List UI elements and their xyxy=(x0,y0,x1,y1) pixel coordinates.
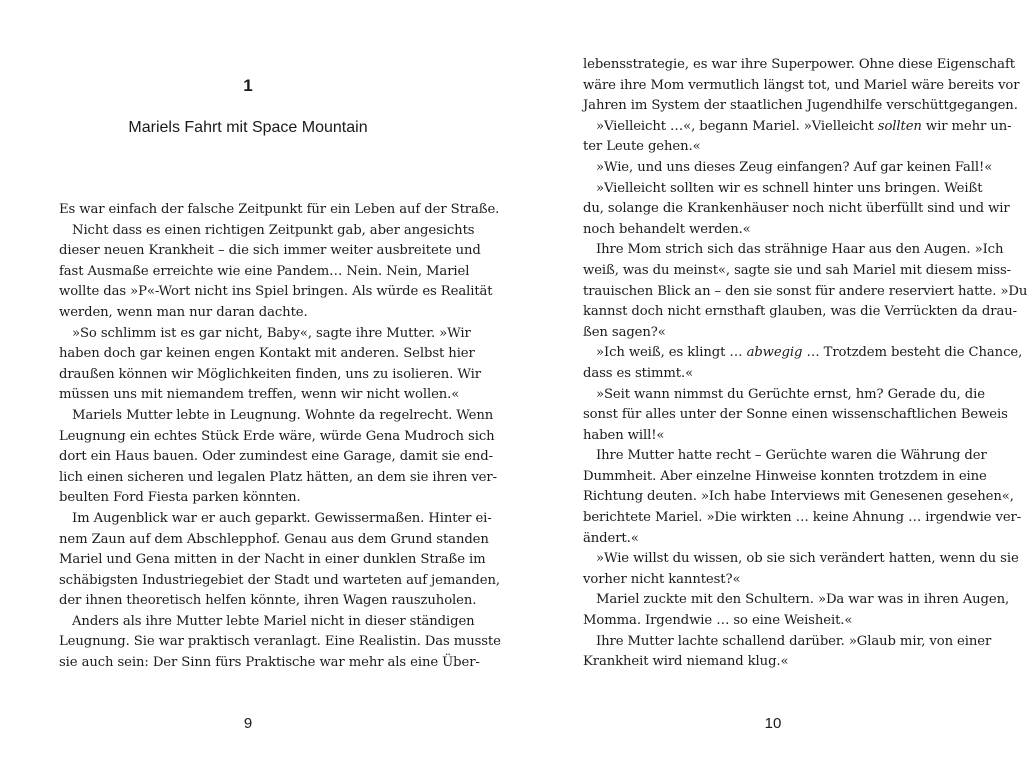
left-page-text xyxy=(59,200,501,674)
text-line: Leugnung. Sie war praktisch veranlagt. Eine Realistin. Das musste xyxy=(59,634,501,650)
text-line: Jahren im System der staatlichen Jugendhilfe verschüttgegangen. xyxy=(583,98,1018,114)
text-line: »Wie, und uns dieses Zeug einfangen? Auf gar keinen Fall!« xyxy=(596,159,993,175)
text-line: ter Leute gehen.« xyxy=(583,139,701,155)
text-line: dieser neuen Krankheit – die sich immer weiter ausbreitete und xyxy=(59,243,481,259)
text-line: »Vielleicht …«, begann Mariel. »Vielleicht sollten wir mehr un- xyxy=(596,118,1012,134)
text-line: fast Ausmaße erreichte wie eine Pandem… Nein. Nein, Mariel xyxy=(59,263,470,279)
right-page xyxy=(510,0,1027,783)
text-line: noch behandelt werden.« xyxy=(583,221,751,237)
text-line: »So schlimm ist es gar nicht, Baby«, sagte ihre Mutter. »Wir xyxy=(72,325,471,341)
text-line: werden, wenn man nur daran dachte. xyxy=(59,304,308,320)
text-line: dort ein Haus bauen. Oder zumindest eine Garage, damit sie end- xyxy=(59,449,493,465)
text-line: kannst doch nicht ernsthaft glauben, was die Verrückten da drau- xyxy=(583,304,1017,320)
text-line: trauischen Blick an – den sie sonst für andere reserviert hatte. »Du xyxy=(583,283,1027,299)
text-line: lebensstrategie, es war ihre Superpower. Ohne diese Eigenschaft xyxy=(583,57,1015,72)
text-line: Nicht dass es einen richtigen Zeitpunkt gab, aber angesichts xyxy=(72,222,475,238)
text-line: schäbigsten Industriegebiet der Stadt und warteten auf jemanden, xyxy=(59,572,500,588)
text-line: Momma. Irgendwie … so eine Weisheit.« xyxy=(583,613,853,629)
text-line: »Vielleicht sollten wir es schnell hinter uns bringen. Weißt xyxy=(596,180,983,196)
chapter-title: Mariels Fahrt mit Space Mountain xyxy=(128,119,368,136)
text-line: wollte das »P«-Wort nicht ins Spiel bringen. Als würde es Realität xyxy=(59,284,493,300)
text-line: »Wie willst du wissen, ob sie sich verändert hatten, wenn du sie xyxy=(596,551,1019,567)
text-line: Krankheit wird niemand klug.« xyxy=(583,654,789,670)
text-line: Es war einfach der falsche Zeitpunkt für ein Leben auf der Straße. xyxy=(59,202,500,217)
text-line: Ihre Mutter hatte recht – Gerüchte waren die Währung der xyxy=(596,448,987,464)
text-line: sie auch sein: Der Sinn fürs Praktische war mehr als eine Über- xyxy=(59,655,480,671)
text-line: haben will!« xyxy=(583,427,665,443)
text-line: Ihre Mom strich sich das strähnige Haar aus den Augen. »Ich xyxy=(596,242,1004,258)
text-line: dass es stimmt.« xyxy=(583,365,694,381)
text-line: berichtete Mariel. »Die wirkten … keine Ahnung … irgendwie ver- xyxy=(583,510,1022,526)
text-line: draußen können wir Möglichkeiten finden, uns zu isolieren. Wir xyxy=(59,366,481,382)
text-line: sonst für alles unter der Sonne einen wissenschaftlichen Beweis xyxy=(583,407,1008,423)
text-line: weiß, was du meinst«, sagte sie und sah Mariel mit diesem miss- xyxy=(583,262,1012,278)
text-line: Leugnung ein echtes Stück Erde wäre, würde Gena Mudroch sich xyxy=(59,428,495,444)
emphasis-text: abwegig xyxy=(746,345,803,361)
text-line: »Seit wann nimmst du Gerüchte ernst, hm? Gerade du, die xyxy=(596,386,985,402)
text-line: Mariel und Gena mitten in der Nacht in einer dunklen Straße im xyxy=(59,552,486,568)
text-line: lich einen sicheren und legalen Platz hätten, an dem sie ihren ver- xyxy=(59,469,497,485)
right-page-text xyxy=(583,55,1027,673)
text-line: Mariel zuckte mit den Schultern. »Da war was in ihren Augen, xyxy=(596,592,1010,608)
text-line: ßen sagen?« xyxy=(583,324,666,340)
text-line: müssen uns mit niemandem treffen, wenn wir nicht wollen.« xyxy=(59,387,460,403)
text-line: Ihre Mutter lachte schallend darüber. »Glaub mir, von einer xyxy=(596,633,992,649)
text-line: »Ich weiß, es klingt … abwegig … Trotzdem besteht die Chance, xyxy=(596,345,1023,361)
text-line: Im Augenblick war er auch geparkt. Gewissermaßen. Hinter ei- xyxy=(72,510,492,526)
text-line: vorher nicht kanntest?« xyxy=(583,571,741,587)
text-line: Anders als ihre Mutter lebte Mariel nicht in dieser ständigen xyxy=(72,613,475,629)
page-number: 9 xyxy=(243,715,253,732)
text-line: der ihnen theoretisch helfen könnte, ihren Wagen rauszuholen. xyxy=(59,593,477,609)
text-line: ändert.« xyxy=(583,530,639,546)
left-page xyxy=(0,0,510,783)
chapter-number: 1 xyxy=(243,76,253,95)
text-line: beulten Ford Fiesta parken könnten. xyxy=(59,490,301,506)
text-line: Dummheit. Aber einzelne Hinweise konnten trotzdem in eine xyxy=(583,468,987,484)
text-line: nem Zaun auf dem Abschlepphof. Genau aus dem Grund standen xyxy=(59,531,489,547)
text-line: haben doch gar keinen engen Kontakt mit anderen. Selbst hier xyxy=(59,346,475,362)
emphasis-text: sollten xyxy=(877,118,922,134)
page-number: 10 xyxy=(764,715,782,732)
text-line: Richtung deuten. »Ich habe Interviews mit Genesenen gesehen«, xyxy=(583,489,1014,505)
text-line: wäre ihre Mom vermutlich längst tot, und Mariel wäre bereits vor xyxy=(583,77,1020,93)
text-line: du, solange die Krankenhäuser noch nicht überfüllt sind und wir xyxy=(583,201,1010,217)
text-line: Mariels Mutter lebte in Leugnung. Wohnte da regelrecht. Wenn xyxy=(72,407,494,423)
